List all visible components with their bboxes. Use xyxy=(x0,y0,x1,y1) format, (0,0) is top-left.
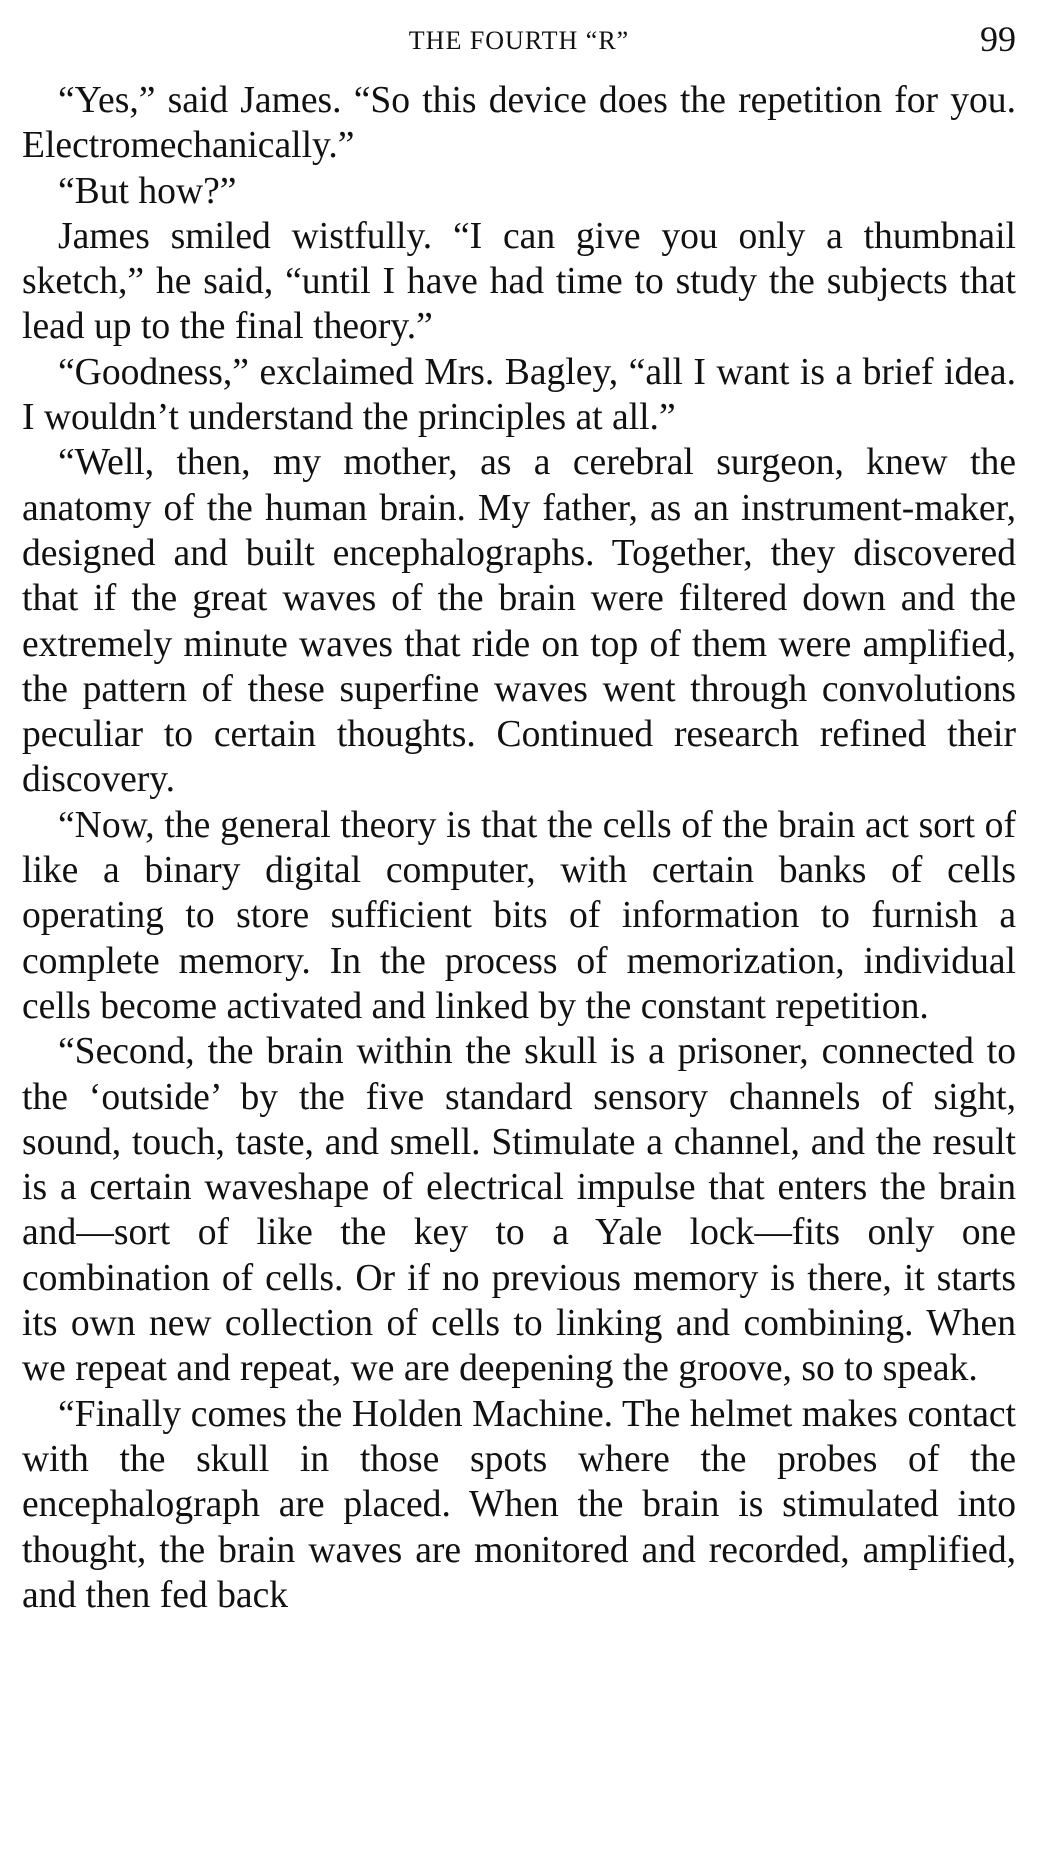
paragraph: “Finally comes the Holden Machine. The helmet makes contact with the skull in those spots where the probes of the encephalograph are placed. When the brain is stimulated into thought, the brain waves are monitored and recorded, amplified, and then fed back xyxy=(22,1393,1016,1616)
body-text xyxy=(22,78,1016,1618)
page-header xyxy=(22,18,1016,64)
paragraph: “But how?” xyxy=(58,170,237,212)
paragraph: “Second, the brain within the skull is a prisoner, connected to the ‘outside’ by the five standard sensory channels of sight, sound, touch, taste, and smell. Stimulate a channel, and the result is a certain waveshape of electrical impulse that enters the brain and—sort of like the key to a Yale lock—fits only one combination of cells. Or if no previous memory is there, it starts its own new collection of cells to linking and combining. When we repeat and repeat, we are deepening the groove, so to speak. xyxy=(22,1031,1016,1390)
paragraph: “Well, then, my mother, as a cerebral surgeon, knew the anatomy of the human brain. My father, as an instrument-maker, designed and built encephalographs. Together, they discovered that if the great waves of the brain were filtered down and the extremely minute waves that ride on top of them were amplified, the pattern of these superfine waves went through convolutions peculiar to certain thoughts. Continued research refined their discovery. xyxy=(22,442,1016,801)
paragraph: “Yes,” said James. “So this device does the repetition for you. Electromechanically.” xyxy=(22,80,1016,167)
running-title: THE FOURTH “R” xyxy=(408,26,630,55)
paragraph: James smiled wistfully. “I can give you only a thumbnail sketch,” he said, “until I have had time to study the subjects that lead up to the final theory.” xyxy=(22,215,1016,348)
paragraph: “Now, the general theory is that the cells of the brain act sort of like a binary digital computer, with certain banks of cells operating to store sufficient bits of information to furnish a complete memory. In the process of memorization, individual cells become activated and linked by the constant repetition. xyxy=(22,804,1016,1027)
page-number: 99 xyxy=(980,19,1016,59)
paragraph: “Goodness,” exclaimed Mrs. Bagley, “all I want is a brief idea. I wouldn’t understand the principles at all.” xyxy=(22,351,1016,439)
